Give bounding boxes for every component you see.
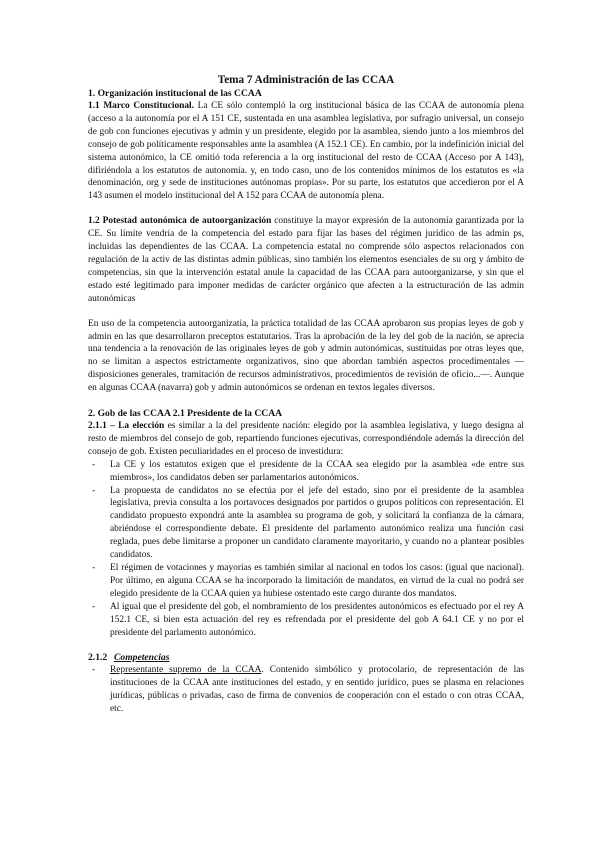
subsection-2-1-2-number: 2.1.2 [88,652,108,664]
list-item: - La CE y los estatutos exigen que el presidente de la CCAA sea elegido por la asamblea «de entre sus miembros», los candidatos deben ser parlamentarios autonómicos. [110,459,524,485]
list-item [110,664,524,716]
investidura-list [88,459,524,640]
paragraph-1-1-lead: 1.1 Marco Constitucional. [88,101,195,111]
competencia-1-lead: Representante supremo de la CCAA [110,665,262,676]
document-title: Tema 7 Administración de las CCAA [217,74,395,86]
subsection-2-1-2-heading [88,651,524,664]
paragraph-1-1 [88,100,524,203]
list-item: - Al igual que el presidente del gob, el nombramiento de los presidentes autonómicos es efectuado por el rey A 152.1 CE, si bien esta actuación del rey es refrendada por el presidente del gob A 64.1 CE y no por el presidente del parlamento autonómico. [110,601,524,640]
paragraph-2-1-1 [88,420,524,459]
paragraph-1-1-text: La CE sólo contempló la org institucional básica de las CCAA de autonomía plena (acceso a la autonomía por el A 151 CE, sustentada en una asamblea legislativa, por sufragio universal, un consejo de gob con funciones ejecutivas y admin y un presidente, elegido por la asamblea, siendo junto a los miembros del consejo de gob políticamente responsables ante la asamblea (A 152.1 CE). En cambio, por la indefinición inicial del sistema autonómico, la CE omitió toda referencia a la org institucional del resto de CCAA (Acceso por A 143), difiriéndola a los estatutos de autonomía. y, en todo caso, uno de los contenidos mínimos de los estatutos es «la denominación, org y sede de instituciones autónomas propias». Por su parte, los estatutos que accedieron por el A 143 asumen el modelo institucional del A 152 para CCAA de autonomía plena. [88,101,525,202]
paragraph-1-2 [88,215,524,305]
list-item: - La propuesta de candidatos no se efectúa por el jefe del estado, sino por el presidente de la asamblea legislativa, previa consulta a los portavoces designados por partidos o grupos políticos con representación. El candidato propuesto expondrá ante la asamblea su programa de gob, y solicitará la confianza de la cámara, abriéndose el correspondiente debate. El presidente del parlamento autonómico realiza una función casi reglada, pues debe limitarse a proponer un candidato claramente mayoritario, y cuando no a plantear posibles candidatos. [110,485,524,562]
competencia-1-text: . Contenido simbólico y protocolario, de representación de las instituciones de la CCAA ante instituciones del estado, y en sentido jurídico, pues se plasma en relaciones jurídicas, públicas o privadas, caso de firma de convenios de cooperación con el estado o con otras CCAA, etc. [110,665,524,715]
paragraph-2-1-1-text: es similar a la del presidente nación: elegido por la asamblea legislativa, y luego designa al resto de miembros del consejo de gob, repartiendo funciones ejecutivas, correspondiéndole además la dirección del consejo de gob. Existen peculiaridades en el proceso de investidura: [88,421,525,457]
paragraph-1-3: En uso de la competencia autoorganizatia, la práctica totalidad de las CCAA aprobaron sus propias leyes de gob y admin en las que desarrollaron preceptos estatutarios. Tras la aprobación de la ley del gob de la nación, se aprecia una tendencia a la renovación de las originales leyes de gob y admin autonómicas, sustituidas por otras leyes que, no se limitan a aspectos estrictamente organizativos, sino que abordan también aspectos procedimentales — disposiciones generales, tramitación de recursos administrativos, procedimientos de revisión de oficio...—. Aunque en algunas CCAA (navarra) gob y admin autonómicos se ordenan en textos legales diversos. [88,318,524,394]
section-2-heading: 2. Gob de las CCAA 2.1 Presidente de la CCAA [88,408,283,420]
paragraph-1-2-text: constituye la mayor expresión de la autonomía garantizada por la CE. Su límite vendría de la competencia del estado para fijar las bases del régimen jurídico de las admin ps, incluidas las dependientes de las CCAA. La competencia estatal no comprende sólo aspectos relacionados con regulación de la activ de las distintas admin públicas, sino también los elementos esenciales de su org y ámbito de competencias, sin que la intervención estatal anule la capacidad de las CCAA para autoorganizarse, y sin que el estado esté legitimado para imponer medidas de carácter orgánico que afecten a la estructuración de las admin autonómicas [88,216,524,304]
document-page [88,74,524,716]
paragraph-2-1-1-lead: 2.1.1 – La elección [88,421,165,432]
competencias-list [88,664,524,716]
section-1-heading: 1. Organización institucional de las CCAA [88,88,262,99]
list-item: - El régimen de votaciones y mayorías es también similar al nacional en todos los casos: (igual que nacional). Por último, en alguna CCAA se ha incorporado la limitación de mandatos, en virtud de la cual no podrá ser elegido presidente de la CCAA quien ya hubiese ostentado este cargo durante dos mandatos. [110,562,524,601]
subsection-2-1-2-label: Competencias [114,652,170,664]
paragraph-1-2-lead: 1.2 Potestad autonómica de autoorganización [88,216,272,227]
